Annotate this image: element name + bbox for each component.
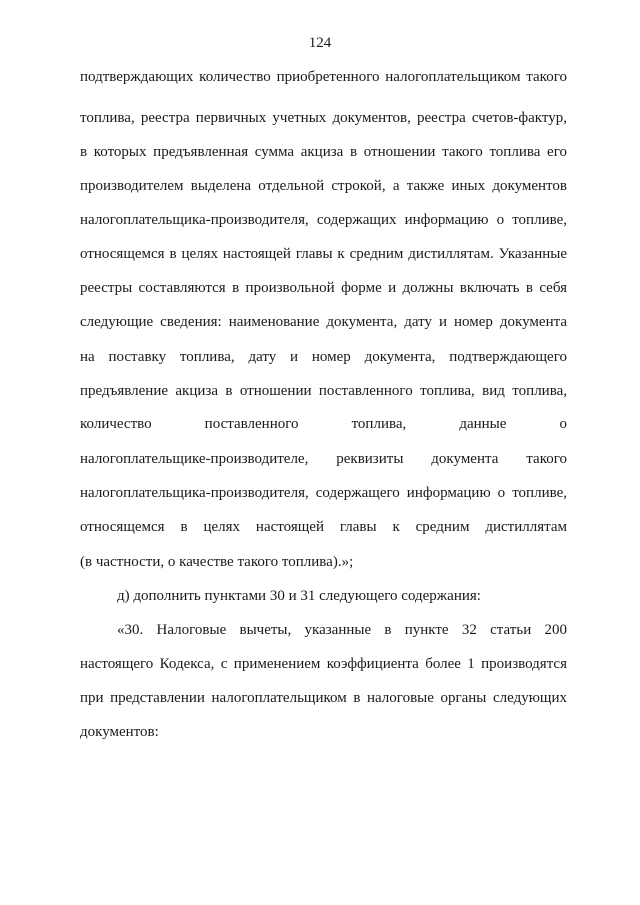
text-line: предъявление акциза в отношении поставленного топлива, вид топлива, <box>80 383 567 399</box>
text-line: количество поставленного топлива, данные о <box>80 416 567 432</box>
text-line: относящемся в целях настоящей главы к средним дистиллятам <box>80 519 567 535</box>
text-line: документов: <box>80 724 159 740</box>
text-line: на поставку топлива, дату и номер документа, подтверждающего <box>80 349 567 365</box>
text-line: топлива, реестра первичных учетных документов, реестра счетов-фактур, <box>80 110 567 126</box>
text-line: налогоплательщика-производителя, содержащих информацию о топливе, <box>80 212 567 228</box>
text-line: в которых предъявленная сумма акциза в отношении такого топлива его <box>80 144 567 160</box>
text-line: реестры составляются в произвольной форме и должны включать в себя <box>80 280 567 296</box>
text-line: следующие сведения: наименование документа, дату и номер документа <box>80 314 567 330</box>
text-line: д) дополнить пунктами 30 и 31 следующего содержания: <box>117 588 481 604</box>
text-line: при представлении налогоплательщиком в налоговые органы следующих <box>80 690 567 706</box>
text-line: (в частности, о качестве такого топлива).»; <box>80 554 354 570</box>
text-line: налогоплательщика-производителя, содержащего информацию о топливе, <box>80 485 567 501</box>
text-line: производителем выделена отдельной строкой, а также иных документов <box>80 178 567 194</box>
text-line: «30. Налоговые вычеты, указанные в пункте 32 статьи 200 <box>117 622 567 638</box>
text-line: настоящего Кодекса, с применением коэффициента более 1 производятся <box>80 656 567 672</box>
page-number: 124 <box>308 35 332 51</box>
text-line: относящемся в целях настоящей главы к средним дистиллятам. Указанные <box>80 246 567 262</box>
text-line: подтверждающих количество приобретенного налогоплательщиком такого <box>80 69 567 85</box>
text-line: налогоплательщике-производителе, реквизиты документа такого <box>80 451 567 467</box>
